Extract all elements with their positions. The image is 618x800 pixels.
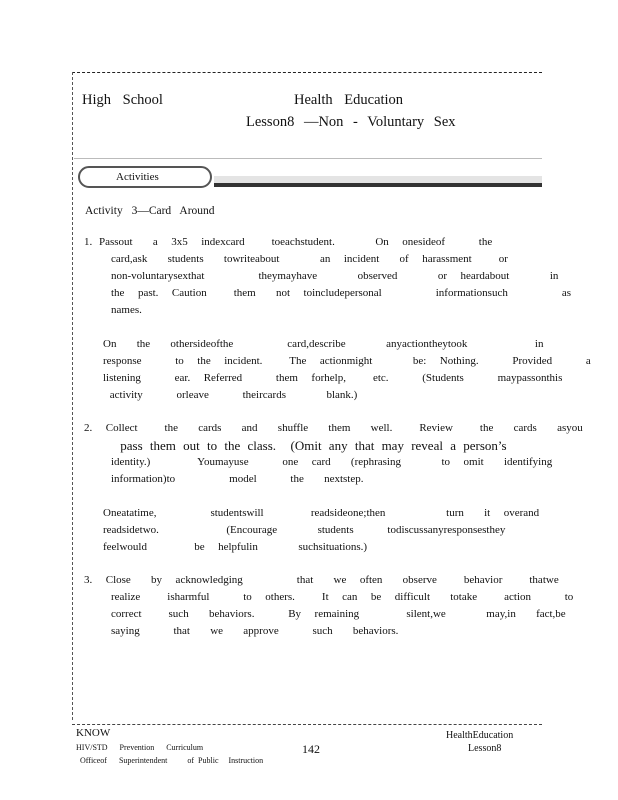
page-frame-left — [72, 72, 73, 720]
footer-office: Officeof Superintendent of Public Instruction — [80, 756, 264, 765]
text-line: feelwould be helpfulin suchsituations.) — [103, 541, 368, 553]
text-line: saying that we approve such behaviors. — [84, 625, 399, 637]
text-line: 1. Passout a 3x5 indexcard toeachstudent. On onesideof the — [84, 236, 493, 248]
text-line: correct such behaviors. By remaining silent,we may,in fact,be — [84, 608, 566, 620]
text-line: activity orleave theircards blank.) — [103, 389, 358, 401]
text-line: realize isharmful to others. It can be difficult totake action to — [84, 591, 574, 603]
activities-tab-label: Activities — [116, 171, 159, 183]
text-line: 2. Collect the cards and shuffle them well. Review the cards asyou — [84, 422, 583, 434]
text-line: card,ask students towriteabout an incident of harassment or — [84, 253, 508, 265]
item-1-paragraph-2 — [103, 336, 591, 404]
text-line: readsidetwo. (Encourage students todiscussanyresponsesthey — [103, 524, 506, 536]
footer-subject: HealthEducation — [446, 730, 514, 741]
page-number: 142 — [302, 742, 320, 756]
section-bar — [214, 183, 542, 187]
text-line: names. — [84, 304, 142, 316]
item-3 — [84, 572, 573, 640]
item-1 — [84, 234, 571, 319]
footer-divider — [72, 724, 542, 725]
text-line: Oneatatime, studentswill readsideone;then turn it overand — [103, 507, 540, 519]
header-school: High School — [82, 92, 163, 108]
text-line: response to the incident. The actionmight be: Nothing. Provided a — [103, 355, 591, 367]
text-line: On the othersideofthe card,describe anyactiontheytook in — [103, 338, 544, 350]
text-line: non-voluntarysexthat theymayhave observed or heardabout in — [84, 270, 559, 282]
footer-lesson: Lesson8 — [468, 743, 502, 754]
footer-program: KNOW — [76, 727, 111, 739]
text-line: pass them out to the class. (Omit any that may reveal a person’s — [84, 438, 507, 453]
activities-tab — [78, 166, 212, 188]
item-2 — [84, 420, 583, 488]
text-line: 3. Close by acknowledging that we often observe behavior thatwe — [84, 574, 559, 586]
header-lesson: Lesson8 —Non - Voluntary Sex — [246, 114, 456, 130]
item-2-paragraph-2 — [103, 505, 539, 556]
header-subject: Health Education — [294, 92, 404, 108]
section-bar-shade — [214, 176, 542, 183]
text-line: identity.) Youmayuse one card (rephrasing to omit identifying — [84, 456, 553, 468]
activity-heading: Activity 3—Card Around — [85, 205, 215, 217]
footer-curriculum: HIV/STD Prevention Curriculum — [76, 743, 204, 752]
text-line: the past. Caution them not toincludepersonal informationsuch as — [84, 287, 571, 299]
header-divider — [74, 158, 542, 159]
text-line: listening ear. Referred them forhelp, etc. (Students maypassonthis — [103, 372, 563, 384]
text-line: information)to model the nextstep. — [84, 473, 364, 485]
page-frame-top — [72, 72, 542, 73]
